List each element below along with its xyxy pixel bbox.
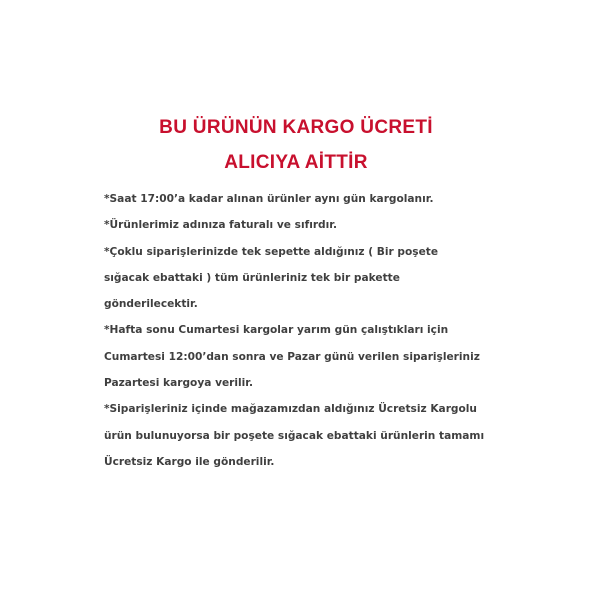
terms-line: ürün bulunuyorsa bir poşete sığacak ebattaki ürünlerin tamamı — [104, 429, 485, 442]
shipping-terms-text — [104, 186, 574, 475]
terms-line: *Hafta sonu Cumartesi kargolar yarım gün çalıştıkları için — [104, 324, 449, 337]
terms-line: *Ürünlerimiz adınıza faturalı ve sıfırdır. — [104, 219, 338, 232]
heading-line-1: BU ÜRÜNÜN KARGO ÜCRETİ — [159, 117, 433, 138]
terms-line: gönderilecektir. — [104, 298, 198, 311]
terms-line: Cumartesi 12:00’dan sonra ve Pazar günü verilen siparişleriniz — [104, 350, 480, 363]
terms-line: Ücretsiz Kargo ile gönderilir. — [104, 455, 275, 468]
terms-line: *Siparişleriniz içinde mağazamızdan aldığınız Ücretsiz Kargolu — [104, 403, 477, 416]
terms-line: sığacak ebattaki ) tüm ürünleriniz tek bir pakette — [104, 271, 400, 284]
heading-line-2: ALICIYA AİTTİR — [224, 152, 368, 173]
terms-line: *Saat 17:00’a kadar alınan ürünler aynı gün kargolanır. — [104, 193, 434, 205]
terms-line: *Çoklu siparişlerinizde tek sepette aldığınız ( Bir poşete — [104, 245, 439, 258]
terms-line: Pazartesi kargoya verilir. — [104, 377, 254, 390]
